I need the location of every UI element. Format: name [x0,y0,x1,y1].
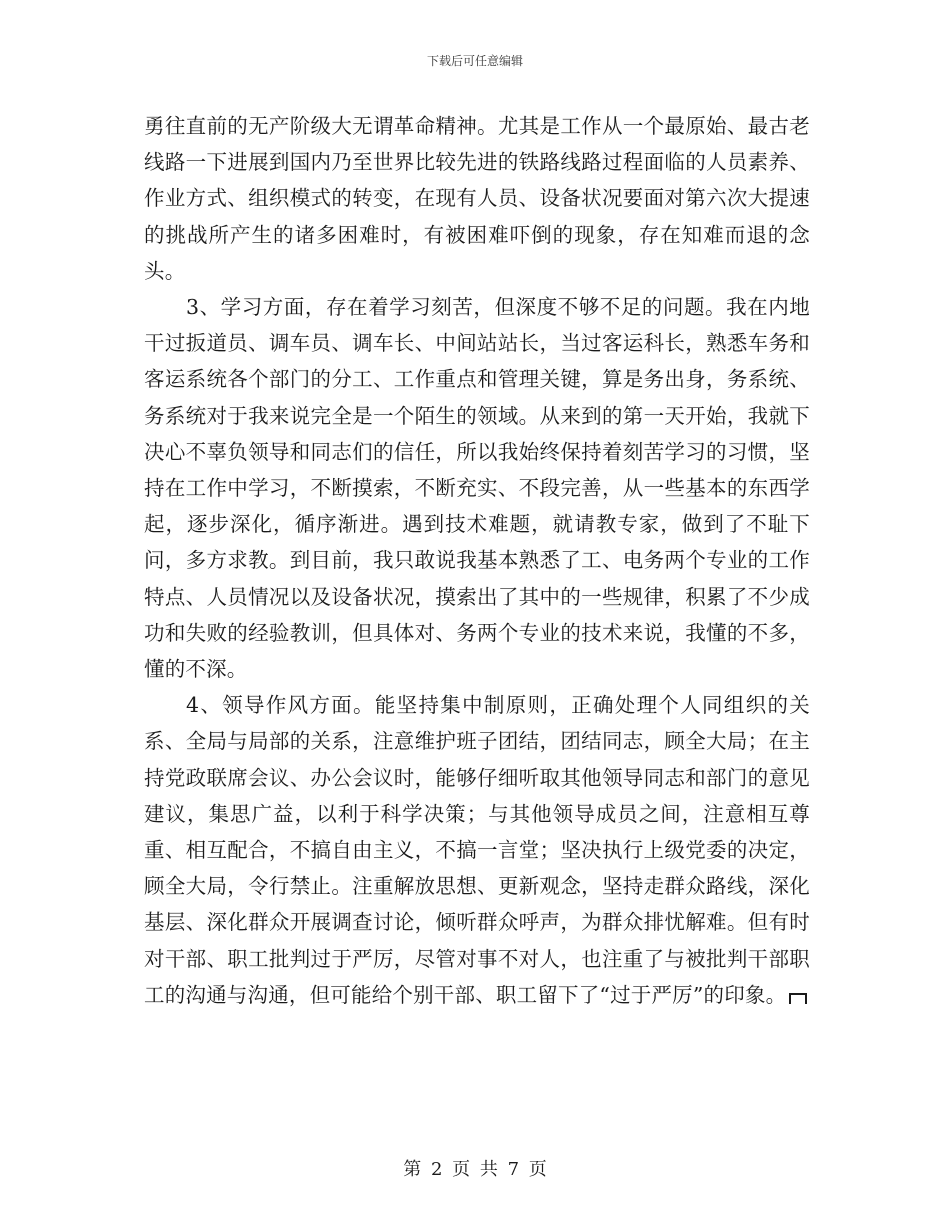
paragraph-continuation [144,108,810,289]
text-cursor-icon [789,993,807,1004]
document-body [144,108,810,1013]
paragraph-leadership [144,687,810,1013]
page-number-footer: 第 2 页 共 7 页 [403,1159,547,1180]
paragraph-text: 4、领导作风方面。能坚持集中制原则，正确处理个人同组织的关系、全局与局部的关系，注意维护班子团结，团结同志，顾全大局；在主持党政联席会议、办公会议时，能够仔细听取其他领导同志和部门的意见建议，集思广益，以利于科学决策；与其他领导成员之间，注意相互尊重、相互配合，不搞自由主义，不搞一言堂；坚决执行上级党委的决定，顾全大局，令行禁止。注重解放思想、更新观念，坚持走群众路线，深化基层、深化群众开展调查讨论，倾听群众呼声，为群众排忧解难。但有时对干部、职工批判过于严厉，尽管对事不对人，也注重了与被批判干部职工的沟通与沟通，但可能给个别干部、职工留下了“过于严厉”的印象。 [144,693,810,1007]
paragraph-text: 勇往直前的无产阶级大无谓革命精神。尤其是工作从一个最原始、最古老线路一下进展到国内乃至世界比较先进的铁路线路过程面临的人员素养、作业方式、组织模式的转变，在现有人员、设备状况要面对第六次大提速的挑战所产生的诸多困难时，有被困难吓倒的现象，存在知难而退的念头。 [144,114,810,283]
paragraph-study [144,289,810,687]
paragraph-text: 3、学习方面，存在着学习刻苦，但深度不够不足的问题。我在内地干过扳道员、调车员、调车长、中间站站长，当过客运科长，熟悉车务和客运系统各个部门的分工、工作重点和管理关键，算是务出身，务系统、务系统对于我来说完全是一个陌生的领域。从来到的第一天开始，我就下决心不辜负领导和同志们的信任，所以我始终保持着刻苦学习的习惯，坚持在工作中学习，不断摸索，不断充实、不段完善，从一些基本的东西学起，逐步深化，循序渐进。遇到技术难题，就请教专家，做到了不耻下问，多方求教。到目前，我只敢说我基本熟悉了工、电务两个专业的工作特点、人员情况以及设备状况，摸索出了其中的一些规律，积累了不少成功和失败的经验教训，但具体对、务两个专业的技术来说，我懂的不多，懂的不深。 [144,295,810,682]
page-header: 下载后可任意编辑 [426,54,523,68]
